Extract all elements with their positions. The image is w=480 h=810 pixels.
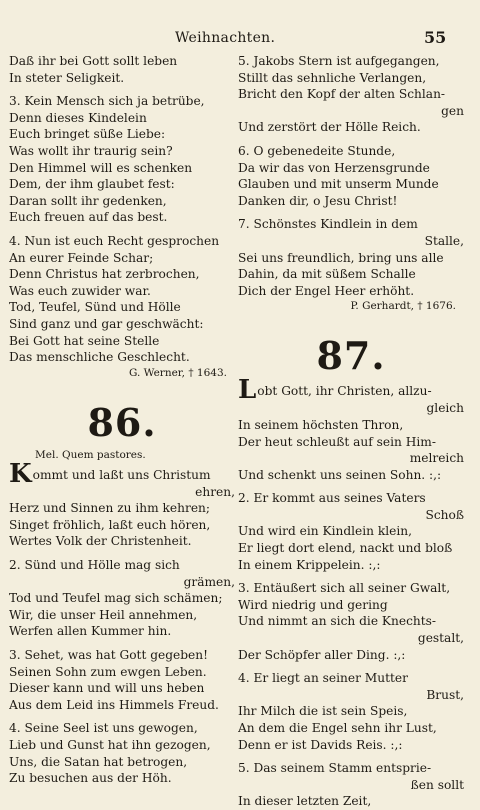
verse-line: ehren, — [195, 484, 235, 499]
verse-line: Und nimmt an sich die Knechts- — [238, 614, 437, 629]
verse-line: Stalle, — [424, 233, 464, 248]
verse-line: Uns, die Satan hat betrogen, — [9, 754, 188, 769]
verse-line: gestalt, — [417, 631, 464, 646]
verse-4 — [9, 720, 235, 786]
verse-line: Herz und Sinnen zu ihm kehren; — [9, 501, 210, 516]
verse-line: Tod, Teufel, Sünd und Hölle — [9, 300, 181, 315]
first-line: Kommt und laßt uns Christum — [9, 458, 211, 489]
first-line: Lobt Gott, ihr Christen, allzu- — [238, 375, 432, 406]
verse-continuation — [9, 53, 235, 86]
verse-line: grämen, — [183, 574, 235, 589]
verse-line: Sind ganz und gar geschwächt: — [9, 316, 204, 331]
hymn-number: 87. — [316, 333, 386, 379]
verse-line: Schoß — [425, 507, 464, 522]
verse-line: Ihr Milch die ist sein Speis, — [238, 704, 408, 719]
verse-1 — [9, 484, 235, 550]
verse-2 — [238, 490, 464, 573]
verse-line: In seinem höchsten Thron, — [238, 417, 404, 432]
verse-line: Das menschliche Geschlecht. — [9, 350, 190, 365]
verse-line: Wir, die unser Heil annehmen, — [9, 607, 198, 622]
verse-line: 3. Entäußert sich all seiner Gwalt, — [238, 581, 451, 596]
verse-line: gen — [441, 103, 464, 118]
verse-3 — [9, 93, 235, 226]
verse-7 — [238, 216, 464, 299]
verse-line: Und zerstört der Hölle Reich. — [238, 120, 421, 135]
author-attribution: G. Werner, † 1643. — [128, 366, 227, 379]
verse-1 — [238, 400, 464, 483]
verse-line: Daß ihr bei Gott sollt leben — [9, 54, 178, 68]
verse-line: 2. Er kommt aus seines Vaters — [238, 491, 426, 506]
verse-line: Wertes Volk der Christenheit. — [9, 534, 192, 549]
verse-line: Was wollt ihr traurig sein? — [9, 143, 173, 158]
verse-line: In steter Seligkeit. — [9, 70, 125, 85]
hymn-number: 86. — [87, 399, 157, 445]
verse-line: Und schenkt uns seinen Sohn. :,: — [238, 467, 442, 482]
verse-line: An dem die Engel sehn ihr Lust, — [238, 721, 437, 735]
verse-line: Seinen Sohn zum ewgen Leben. — [9, 664, 207, 679]
verse-line: gleich — [426, 401, 464, 416]
left-column — [9, 53, 235, 787]
verse-line: Daran sollt ihr gedenken, — [9, 193, 167, 208]
verse-line: 3. Sehet, was hat Gott gegeben! — [9, 648, 209, 663]
verse-line: Bricht den Kopf der alten Schlan- — [238, 87, 446, 102]
verse-line: Dem, der ihm glaubet fest: — [9, 177, 175, 192]
verse-line: 5. Das seinem Stamm entsprie- — [238, 761, 432, 776]
verse-5 — [238, 53, 464, 136]
verse-line: Danken dir, o Jesu Christ! — [238, 193, 398, 208]
verse-line: In einem Krippelein. :,: — [238, 557, 381, 572]
verse-line: Sei uns freundlich, bring uns alle — [238, 250, 444, 265]
verse-line: Denn dieses Kindelein — [9, 110, 147, 125]
verse-line: 5. Jakobs Stern ist aufgegangen, — [238, 54, 440, 68]
verse-3 — [9, 647, 235, 713]
page-header — [0, 28, 480, 50]
verse-line: Der heut schleußt auf sein Him- — [238, 434, 436, 449]
verse-line: Stillt das sehnliche Verlangen, — [238, 70, 427, 85]
verse-line: Denn er ist Davids Reis. :,: — [238, 737, 403, 752]
running-title: Weihnachten. — [175, 30, 276, 46]
right-column — [238, 53, 464, 810]
verse-line: 4. Seine Seel ist uns gewogen, — [9, 721, 198, 736]
verse-line: Werfen allen Kummer hin. — [9, 624, 172, 639]
verse-line: Bei Gott hat seine Stelle — [9, 333, 160, 348]
author-attribution: P. Gerhardt, † 1676. — [350, 300, 456, 313]
verse-5 — [238, 760, 464, 810]
verse-4 — [9, 233, 235, 366]
verse-4 — [238, 670, 464, 753]
verse-line: 4. Nun ist euch Recht gesprochen — [9, 233, 220, 248]
verse-line: 2. Sünd und Hölle mag sich — [9, 558, 180, 573]
verse-line: Euch bringet süße Liebe: — [9, 127, 166, 142]
verse-2 — [9, 557, 235, 640]
drop-cap: K — [9, 458, 32, 489]
verse-line: 6. O gebenedeite Stunde, — [238, 143, 396, 158]
verse-line: Dieser kann und will uns heben — [9, 681, 205, 696]
verse-line: melreich — [409, 451, 464, 466]
verse-line: Glauben und mit unserm Munde — [238, 177, 439, 192]
verse-line: Dahin, da mit süßem Schalle — [238, 267, 416, 282]
page-number: 55 — [424, 28, 447, 47]
verse-line: An eurer Feinde Schar; — [9, 250, 154, 265]
verse-6 — [238, 143, 464, 209]
verse-line: 4. Er liegt an seiner Mutter — [238, 671, 408, 686]
verse-line: 7. Schönstes Kindlein in dem — [238, 217, 418, 232]
verse-line: Brust, — [426, 687, 464, 702]
verse-line: Da wir das von Herzensgrunde — [238, 160, 430, 175]
verse-line: Zu besuchen aus der Höh. — [9, 771, 172, 786]
verse-line: Denn Christus hat zerbrochen, — [9, 267, 200, 282]
verse-line: Singet fröhlich, laßt euch hören, — [9, 517, 211, 532]
verse-line: Dich der Engel Heer erhöht. — [238, 283, 415, 298]
verse-line: In dieser letzten Zeit, — [238, 794, 372, 809]
verse-line: Den Himmel will es schenken — [9, 160, 193, 175]
verse-3 — [238, 580, 464, 663]
verse-line: Wird niedrig und gering — [238, 597, 388, 612]
verse-line: Er liegt dort elend, nackt und bloß — [238, 541, 453, 556]
verse-line: Euch freuen auf das best. — [9, 210, 168, 225]
verse-line: Was euch zuwider war. — [9, 283, 151, 298]
verse-line: 3. Kein Mensch sich ja betrübe, — [9, 94, 205, 109]
verse-line: Tod und Teufel mag sich schämen; — [9, 591, 223, 606]
melody-note: Mel. Quem pastores. — [35, 448, 146, 461]
verse-line: ßen sollt — [410, 777, 464, 792]
verse-line: Aus dem Leid ins Himmels Freud. — [9, 697, 219, 712]
verse-line: Der Schöpfer aller Ding. :,: — [238, 647, 406, 662]
verse-line: Und wird ein Kindlein klein, — [238, 524, 412, 539]
verse-line: Lieb und Gunst hat ihn gezogen, — [9, 738, 211, 752]
drop-cap: L — [238, 375, 257, 406]
